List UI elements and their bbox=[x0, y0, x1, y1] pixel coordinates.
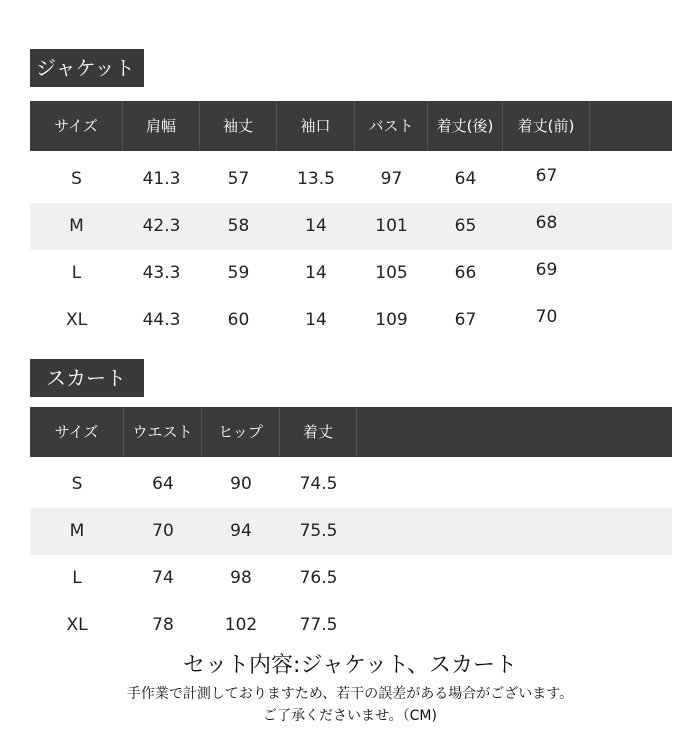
jacket-header-shoulder: 肩幅 bbox=[123, 101, 200, 151]
set-contents-text: セット内容:ジャケット、スカート bbox=[183, 653, 517, 678]
jacket-cell: 67 bbox=[535, 166, 558, 186]
skirt-cell: 77.5 bbox=[299, 615, 338, 635]
jacket-header-size: サイズ bbox=[30, 101, 123, 151]
skirt-section-title: スカート bbox=[30, 359, 144, 397]
skirt-header-length: 着丈 bbox=[280, 407, 357, 457]
skirt-cell: 76.5 bbox=[299, 568, 338, 588]
measurement-note: 手作業で計測しておりますため、若干の誤差がある場合がございます。 bbox=[126, 686, 574, 702]
skirt-cell: M bbox=[69, 521, 85, 541]
jacket-cell: 43.3 bbox=[142, 263, 181, 283]
jacket-header-cuff: 袖口 bbox=[277, 101, 355, 151]
skirt-cell: 74 bbox=[152, 568, 174, 588]
skirt-header-waist: ウエスト bbox=[124, 407, 202, 457]
jacket-cell: 60 bbox=[227, 310, 250, 330]
jacket-cell: M bbox=[69, 216, 84, 236]
jacket-cell: 14 bbox=[305, 310, 327, 330]
jacket-cell: 70 bbox=[535, 307, 558, 327]
jacket-row-xl bbox=[30, 297, 672, 344]
jacket-header-sleeve-length: 袖丈 bbox=[200, 101, 277, 151]
jacket-cell: 14 bbox=[305, 263, 327, 283]
jacket-cell: 44.3 bbox=[142, 310, 181, 330]
jacket-header-length-front: 着丈(前) bbox=[503, 101, 590, 151]
jacket-section-title: ジャケット bbox=[30, 49, 144, 87]
skirt-cell: 90 bbox=[230, 474, 252, 494]
jacket-cell: 109 bbox=[375, 310, 408, 330]
skirt-header-hip: ヒップ bbox=[202, 407, 280, 457]
jacket-cell: 58 bbox=[227, 216, 250, 236]
skirt-row-l bbox=[30, 555, 672, 602]
jacket-cell: 59 bbox=[227, 263, 250, 283]
jacket-cell: 68 bbox=[535, 213, 558, 233]
jacket-cell: 101 bbox=[375, 216, 408, 236]
jacket-cell: 57 bbox=[227, 169, 250, 189]
skirt-row-xl bbox=[30, 602, 672, 649]
jacket-cell: 65 bbox=[454, 216, 477, 236]
skirt-cell: 98 bbox=[230, 568, 252, 588]
jacket-cell: L bbox=[71, 263, 82, 283]
jacket-cell: 13.5 bbox=[297, 169, 335, 189]
jacket-row-m bbox=[30, 203, 672, 250]
jacket-cell: 67 bbox=[454, 310, 477, 330]
skirt-cell: XL bbox=[66, 615, 88, 635]
jacket-row-s bbox=[30, 156, 672, 203]
skirt-cell: 70 bbox=[152, 521, 174, 541]
skirt-row-m bbox=[30, 508, 672, 555]
skirt-header-size: サイズ bbox=[30, 407, 124, 457]
jacket-header-row bbox=[30, 101, 672, 151]
jacket-row-l bbox=[30, 250, 672, 297]
jacket-cell: 14 bbox=[305, 216, 327, 236]
skirt-cell: 75.5 bbox=[299, 521, 338, 541]
jacket-cell: XL bbox=[65, 310, 88, 330]
skirt-cell: 64 bbox=[152, 474, 174, 494]
jacket-cell: 69 bbox=[535, 260, 558, 280]
acknowledgement-note: ご了承くださいませ。（CM) bbox=[263, 708, 437, 724]
skirt-header-row bbox=[30, 407, 672, 457]
jacket-cell: 97 bbox=[380, 169, 403, 189]
jacket-cell: 64 bbox=[454, 169, 477, 189]
jacket-cell: 105 bbox=[375, 263, 408, 283]
skirt-cell: 102 bbox=[224, 615, 258, 635]
skirt-cell: S bbox=[71, 474, 83, 494]
jacket-cell: 42.3 bbox=[142, 216, 181, 236]
skirt-row-s bbox=[30, 461, 672, 508]
jacket-cell: 66 bbox=[454, 263, 477, 283]
skirt-cell: L bbox=[72, 568, 82, 588]
skirt-cell: 78 bbox=[152, 615, 174, 635]
jacket-cell: S bbox=[71, 169, 82, 189]
jacket-header-length-back: 着丈(後) bbox=[428, 101, 503, 151]
jacket-header-bust: バスト bbox=[355, 101, 428, 151]
jacket-cell: 41.3 bbox=[142, 169, 181, 189]
skirt-cell: 94 bbox=[230, 521, 252, 541]
skirt-cell: 74.5 bbox=[299, 474, 338, 494]
